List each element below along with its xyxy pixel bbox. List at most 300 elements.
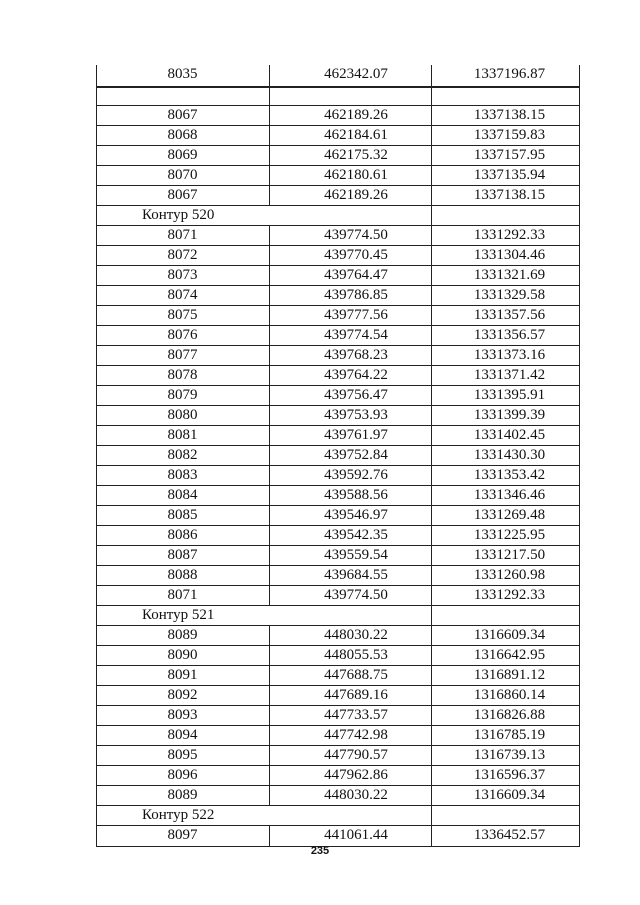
column-divider bbox=[96, 246, 97, 265]
table-row bbox=[96, 746, 580, 766]
point-number-cell: 8083 bbox=[167, 467, 198, 483]
point-number-cell: 8088 bbox=[167, 567, 198, 583]
column-divider bbox=[96, 706, 97, 725]
y-coordinate-cell: 1337135.94 bbox=[473, 167, 546, 183]
table-row bbox=[96, 246, 580, 266]
table-row bbox=[96, 126, 580, 146]
column-divider bbox=[269, 406, 270, 425]
table-row bbox=[96, 386, 580, 406]
y-coordinate-cell: 1331356.57 bbox=[473, 327, 546, 343]
column-divider bbox=[579, 466, 580, 485]
column-divider bbox=[96, 786, 97, 805]
point-number-cell: 8077 bbox=[167, 347, 198, 363]
point-number-cell: 8076 bbox=[167, 327, 198, 343]
y-coordinate-cell: 1337157.95 bbox=[473, 147, 546, 163]
y-coordinate-cell: 1331346.46 bbox=[473, 487, 546, 503]
column-divider bbox=[269, 746, 270, 765]
page-number: 235 bbox=[310, 845, 330, 857]
column-divider bbox=[431, 746, 432, 765]
column-divider bbox=[96, 626, 97, 645]
column-divider bbox=[269, 586, 270, 605]
y-coordinate-cell: 1316642.95 bbox=[473, 647, 546, 663]
column-divider bbox=[579, 88, 580, 105]
x-coordinate-cell: 448055.53 bbox=[324, 647, 388, 663]
column-divider bbox=[431, 626, 432, 645]
point-number-cell: 8091 bbox=[167, 667, 198, 683]
point-number-cell: 8094 bbox=[167, 727, 198, 743]
column-divider bbox=[269, 786, 270, 805]
x-coordinate-cell: 447688.75 bbox=[324, 667, 388, 683]
y-coordinate-cell: 1336452.57 bbox=[473, 827, 546, 843]
column-divider bbox=[431, 346, 432, 365]
column-divider bbox=[96, 686, 97, 705]
column-divider bbox=[96, 526, 97, 545]
column-divider bbox=[96, 666, 97, 685]
point-number-cell: 8071 bbox=[167, 227, 198, 243]
y-coordinate-cell: 1337196.87 bbox=[473, 66, 546, 82]
table-row bbox=[96, 306, 580, 326]
point-number-cell: 8079 bbox=[167, 387, 198, 403]
x-coordinate-cell: 462342.07 bbox=[324, 66, 388, 82]
column-divider bbox=[96, 646, 97, 665]
table-row bbox=[96, 726, 580, 746]
point-number-cell: 8096 bbox=[167, 767, 198, 783]
column-divider bbox=[431, 286, 432, 305]
column-divider bbox=[96, 426, 97, 445]
column-divider bbox=[431, 65, 432, 86]
column-divider bbox=[579, 646, 580, 665]
column-divider bbox=[579, 546, 580, 565]
column-divider bbox=[431, 406, 432, 425]
column-divider bbox=[579, 146, 580, 165]
column-divider bbox=[96, 506, 97, 525]
y-coordinate-cell: 1316609.34 bbox=[473, 787, 546, 803]
x-coordinate-cell: 462189.26 bbox=[324, 187, 388, 203]
column-divider bbox=[579, 566, 580, 585]
point-number-cell: 8072 bbox=[167, 247, 198, 263]
column-divider bbox=[431, 726, 432, 745]
point-number-cell: 8078 bbox=[167, 367, 198, 383]
y-coordinate-cell: 1337138.15 bbox=[473, 187, 546, 203]
column-divider bbox=[269, 65, 270, 86]
column-divider bbox=[269, 826, 270, 846]
table-row bbox=[96, 146, 580, 166]
table-row bbox=[96, 65, 580, 87]
column-divider bbox=[431, 246, 432, 265]
column-divider bbox=[269, 366, 270, 385]
column-divider bbox=[579, 306, 580, 325]
table-row bbox=[96, 106, 580, 126]
x-coordinate-cell: 439684.55 bbox=[324, 567, 388, 583]
y-coordinate-cell: 1331225.95 bbox=[473, 527, 546, 543]
x-coordinate-cell: 439768.23 bbox=[324, 347, 388, 363]
column-divider bbox=[269, 466, 270, 485]
coordinate-table bbox=[96, 65, 580, 847]
table-row bbox=[96, 366, 580, 386]
column-divider bbox=[431, 786, 432, 805]
column-divider bbox=[269, 106, 270, 125]
column-divider bbox=[269, 526, 270, 545]
x-coordinate-cell: 447733.57 bbox=[324, 707, 388, 723]
point-number-cell: 8080 bbox=[167, 407, 198, 423]
table-row bbox=[96, 566, 580, 586]
column-divider bbox=[431, 466, 432, 485]
column-divider bbox=[579, 686, 580, 705]
table-row bbox=[96, 406, 580, 426]
column-divider bbox=[431, 546, 432, 565]
x-coordinate-cell: 439761.97 bbox=[324, 427, 388, 443]
column-divider bbox=[269, 306, 270, 325]
blank-row bbox=[96, 87, 580, 106]
table-row bbox=[96, 686, 580, 706]
y-coordinate-cell: 1331329.58 bbox=[473, 287, 546, 303]
column-divider bbox=[269, 766, 270, 785]
column-divider bbox=[431, 166, 432, 185]
y-coordinate-cell: 1337159.83 bbox=[473, 127, 546, 143]
point-number-cell: 8089 bbox=[167, 627, 198, 643]
table-row bbox=[96, 666, 580, 686]
y-coordinate-cell: 1331269.48 bbox=[473, 507, 546, 523]
column-divider bbox=[579, 186, 580, 205]
column-divider bbox=[579, 826, 580, 846]
column-divider bbox=[431, 206, 432, 225]
table-row bbox=[96, 466, 580, 486]
y-coordinate-cell: 1316860.14 bbox=[473, 687, 546, 703]
contour-label: Контур 522 bbox=[142, 807, 215, 823]
y-coordinate-cell: 1331402.45 bbox=[473, 427, 546, 443]
y-coordinate-cell: 1316609.34 bbox=[473, 627, 546, 643]
y-coordinate-cell: 1331260.98 bbox=[473, 567, 546, 583]
point-number-cell: 8035 bbox=[167, 66, 198, 82]
column-divider bbox=[96, 386, 97, 405]
column-divider bbox=[269, 486, 270, 505]
table-row bbox=[96, 626, 580, 646]
column-divider bbox=[431, 666, 432, 685]
column-divider bbox=[96, 286, 97, 305]
point-number-cell: 8071 bbox=[167, 587, 198, 603]
x-coordinate-cell: 439764.22 bbox=[324, 367, 388, 383]
column-divider bbox=[431, 126, 432, 145]
contour-label: Контур 520 bbox=[142, 207, 215, 223]
column-divider bbox=[431, 366, 432, 385]
column-divider bbox=[579, 746, 580, 765]
column-divider bbox=[431, 106, 432, 125]
table-row bbox=[96, 706, 580, 726]
x-coordinate-cell: 462184.61 bbox=[324, 127, 388, 143]
column-divider bbox=[431, 766, 432, 785]
table-row bbox=[96, 426, 580, 446]
contour-header-row bbox=[96, 606, 580, 626]
x-coordinate-cell: 447790.57 bbox=[324, 747, 388, 763]
y-coordinate-cell: 1316596.37 bbox=[473, 767, 546, 783]
point-number-cell: 8093 bbox=[167, 707, 198, 723]
column-divider bbox=[431, 88, 432, 105]
point-number-cell: 8087 bbox=[167, 547, 198, 563]
column-divider bbox=[579, 806, 580, 825]
y-coordinate-cell: 1331371.42 bbox=[473, 367, 546, 383]
y-coordinate-cell: 1331292.33 bbox=[473, 587, 546, 603]
column-divider bbox=[96, 65, 97, 86]
x-coordinate-cell: 439764.47 bbox=[324, 267, 388, 283]
column-divider bbox=[431, 226, 432, 245]
x-coordinate-cell: 439786.85 bbox=[324, 287, 388, 303]
point-number-cell: 8084 bbox=[167, 487, 198, 503]
y-coordinate-cell: 1331395.91 bbox=[473, 387, 546, 403]
column-divider bbox=[96, 306, 97, 325]
point-number-cell: 8090 bbox=[167, 647, 198, 663]
x-coordinate-cell: 439756.47 bbox=[324, 387, 388, 403]
point-number-cell: 8082 bbox=[167, 447, 198, 463]
column-divider bbox=[431, 266, 432, 285]
point-number-cell: 8067 bbox=[167, 107, 198, 123]
column-divider bbox=[431, 146, 432, 165]
contour-header-row bbox=[96, 806, 580, 826]
y-coordinate-cell: 1331217.50 bbox=[473, 547, 546, 563]
column-divider bbox=[96, 266, 97, 285]
point-number-cell: 8086 bbox=[167, 527, 198, 543]
column-divider bbox=[269, 646, 270, 665]
column-divider bbox=[269, 88, 270, 105]
y-coordinate-cell: 1331357.56 bbox=[473, 307, 546, 323]
x-coordinate-cell: 439777.56 bbox=[324, 307, 388, 323]
point-number-cell: 8067 bbox=[167, 187, 198, 203]
column-divider bbox=[579, 226, 580, 245]
column-divider bbox=[96, 806, 97, 825]
column-divider bbox=[579, 726, 580, 745]
y-coordinate-cell: 1331373.16 bbox=[473, 347, 546, 363]
point-number-cell: 8081 bbox=[167, 427, 198, 443]
contour-header-row bbox=[96, 206, 580, 226]
column-divider bbox=[579, 626, 580, 645]
point-number-cell: 8068 bbox=[167, 127, 198, 143]
column-divider bbox=[579, 446, 580, 465]
point-number-cell: 8075 bbox=[167, 307, 198, 323]
table-row bbox=[96, 826, 580, 847]
table-row bbox=[96, 646, 580, 666]
column-divider bbox=[96, 186, 97, 205]
column-divider bbox=[579, 246, 580, 265]
point-number-cell: 8095 bbox=[167, 747, 198, 763]
column-divider bbox=[431, 566, 432, 585]
column-divider bbox=[579, 106, 580, 125]
point-number-cell: 8070 bbox=[167, 167, 198, 183]
column-divider bbox=[431, 186, 432, 205]
column-divider bbox=[579, 366, 580, 385]
column-divider bbox=[96, 726, 97, 745]
column-divider bbox=[579, 606, 580, 625]
y-coordinate-cell: 1331321.69 bbox=[473, 267, 546, 283]
x-coordinate-cell: 447962.86 bbox=[324, 767, 388, 783]
table-row bbox=[96, 586, 580, 606]
column-divider bbox=[96, 206, 97, 225]
column-divider bbox=[96, 346, 97, 365]
table-row bbox=[96, 546, 580, 566]
y-coordinate-cell: 1331353.42 bbox=[473, 467, 546, 483]
x-coordinate-cell: 447689.16 bbox=[324, 687, 388, 703]
point-number-cell: 8085 bbox=[167, 507, 198, 523]
column-divider bbox=[579, 426, 580, 445]
column-divider bbox=[269, 446, 270, 465]
column-divider bbox=[579, 266, 580, 285]
column-divider bbox=[269, 126, 270, 145]
table-row bbox=[96, 786, 580, 806]
table-row bbox=[96, 326, 580, 346]
column-divider bbox=[269, 686, 270, 705]
y-coordinate-cell: 1331292.33 bbox=[473, 227, 546, 243]
column-divider bbox=[579, 766, 580, 785]
table-row bbox=[96, 526, 580, 546]
x-coordinate-cell: 439546.97 bbox=[324, 507, 388, 523]
x-coordinate-cell: 462180.61 bbox=[324, 167, 388, 183]
column-divider bbox=[96, 88, 97, 105]
column-divider bbox=[579, 126, 580, 145]
column-divider bbox=[269, 426, 270, 445]
table-row bbox=[96, 506, 580, 526]
x-coordinate-cell: 462189.26 bbox=[324, 107, 388, 123]
column-divider bbox=[96, 746, 97, 765]
column-divider bbox=[96, 106, 97, 125]
table-row bbox=[96, 286, 580, 306]
contour-label: Контур 521 bbox=[142, 607, 215, 623]
column-divider bbox=[269, 626, 270, 645]
column-divider bbox=[579, 326, 580, 345]
column-divider bbox=[431, 526, 432, 545]
column-divider bbox=[96, 586, 97, 605]
column-divider bbox=[96, 166, 97, 185]
column-divider bbox=[431, 386, 432, 405]
column-divider bbox=[96, 126, 97, 145]
column-divider bbox=[269, 266, 270, 285]
x-coordinate-cell: 439752.84 bbox=[324, 447, 388, 463]
column-divider bbox=[269, 506, 270, 525]
point-number-cell: 8073 bbox=[167, 267, 198, 283]
column-divider bbox=[431, 426, 432, 445]
column-divider bbox=[579, 666, 580, 685]
column-divider bbox=[431, 806, 432, 825]
x-coordinate-cell: 439592.76 bbox=[324, 467, 388, 483]
y-coordinate-cell: 1316826.88 bbox=[473, 707, 546, 723]
point-number-cell: 8092 bbox=[167, 687, 198, 703]
x-coordinate-cell: 448030.22 bbox=[324, 627, 388, 643]
column-divider bbox=[269, 286, 270, 305]
column-divider bbox=[579, 166, 580, 185]
column-divider bbox=[579, 786, 580, 805]
table-row bbox=[96, 766, 580, 786]
column-divider bbox=[579, 286, 580, 305]
column-divider bbox=[96, 406, 97, 425]
column-divider bbox=[96, 326, 97, 345]
column-divider bbox=[431, 326, 432, 345]
column-divider bbox=[431, 486, 432, 505]
column-divider bbox=[269, 546, 270, 565]
y-coordinate-cell: 1331430.30 bbox=[473, 447, 546, 463]
column-divider bbox=[269, 186, 270, 205]
column-divider bbox=[96, 226, 97, 245]
point-number-cell: 8074 bbox=[167, 287, 198, 303]
table-row bbox=[96, 186, 580, 206]
table-row bbox=[96, 346, 580, 366]
column-divider bbox=[579, 386, 580, 405]
y-coordinate-cell: 1337138.15 bbox=[473, 107, 546, 123]
column-divider bbox=[269, 726, 270, 745]
column-divider bbox=[431, 586, 432, 605]
column-divider bbox=[431, 706, 432, 725]
column-divider bbox=[579, 65, 580, 86]
column-divider bbox=[96, 826, 97, 846]
column-divider bbox=[96, 606, 97, 625]
table-row bbox=[96, 266, 580, 286]
column-divider bbox=[579, 486, 580, 505]
column-divider bbox=[269, 326, 270, 345]
y-coordinate-cell: 1331304.46 bbox=[473, 247, 546, 263]
column-divider bbox=[579, 206, 580, 225]
table-row bbox=[96, 486, 580, 506]
point-number-cell: 8069 bbox=[167, 147, 198, 163]
column-divider bbox=[431, 446, 432, 465]
column-divider bbox=[269, 146, 270, 165]
column-divider bbox=[431, 506, 432, 525]
column-divider bbox=[269, 566, 270, 585]
y-coordinate-cell: 1331399.39 bbox=[473, 407, 546, 423]
y-coordinate-cell: 1316785.19 bbox=[473, 727, 546, 743]
column-divider bbox=[96, 466, 97, 485]
x-coordinate-cell: 439588.56 bbox=[324, 487, 388, 503]
column-divider bbox=[269, 666, 270, 685]
column-divider bbox=[431, 606, 432, 625]
column-divider bbox=[96, 446, 97, 465]
column-divider bbox=[96, 546, 97, 565]
column-divider bbox=[579, 526, 580, 545]
column-divider bbox=[96, 566, 97, 585]
x-coordinate-cell: 439770.45 bbox=[324, 247, 388, 263]
column-divider bbox=[431, 686, 432, 705]
x-coordinate-cell: 439774.54 bbox=[324, 327, 388, 343]
column-divider bbox=[269, 706, 270, 725]
column-divider bbox=[96, 146, 97, 165]
column-divider bbox=[269, 346, 270, 365]
table-row bbox=[96, 226, 580, 246]
x-coordinate-cell: 448030.22 bbox=[324, 787, 388, 803]
x-coordinate-cell: 439774.50 bbox=[324, 587, 388, 603]
x-coordinate-cell: 439542.35 bbox=[324, 527, 388, 543]
x-coordinate-cell: 439559.54 bbox=[324, 547, 388, 563]
x-coordinate-cell: 462175.32 bbox=[324, 147, 388, 163]
table-row bbox=[96, 166, 580, 186]
column-divider bbox=[579, 406, 580, 425]
y-coordinate-cell: 1316739.13 bbox=[473, 747, 546, 763]
x-coordinate-cell: 447742.98 bbox=[324, 727, 388, 743]
column-divider bbox=[96, 766, 97, 785]
point-number-cell: 8089 bbox=[167, 787, 198, 803]
column-divider bbox=[579, 346, 580, 365]
column-divider bbox=[431, 646, 432, 665]
point-number-cell: 8097 bbox=[167, 827, 198, 843]
column-divider bbox=[431, 826, 432, 846]
column-divider bbox=[269, 226, 270, 245]
column-divider bbox=[269, 386, 270, 405]
column-divider bbox=[579, 586, 580, 605]
y-coordinate-cell: 1316891.12 bbox=[473, 667, 546, 683]
column-divider bbox=[431, 306, 432, 325]
x-coordinate-cell: 441061.44 bbox=[324, 827, 388, 843]
column-divider bbox=[269, 166, 270, 185]
column-divider bbox=[96, 486, 97, 505]
x-coordinate-cell: 439774.50 bbox=[324, 227, 388, 243]
x-coordinate-cell: 439753.93 bbox=[324, 407, 388, 423]
table-row bbox=[96, 446, 580, 466]
column-divider bbox=[269, 246, 270, 265]
column-divider bbox=[579, 506, 580, 525]
